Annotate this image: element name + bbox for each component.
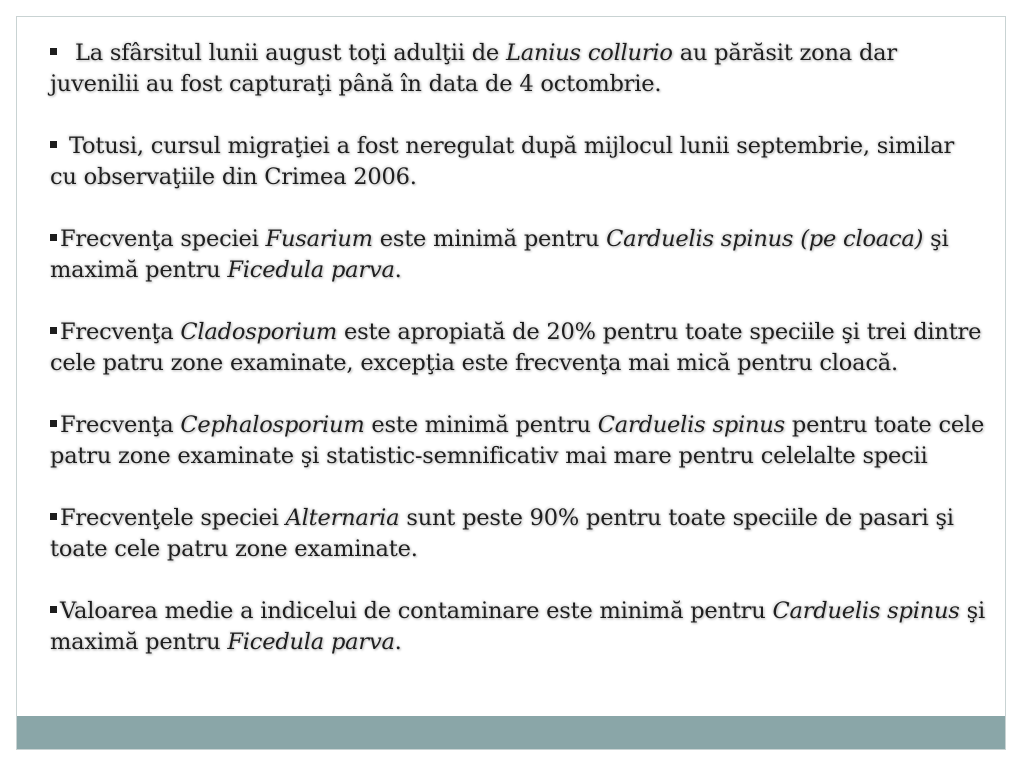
square-bullet-icon [50,606,57,613]
bullet-item: Frecvenţa Cladosporium este apropiată de 20% pentru toate speciile şi trei dintre cele patru zone examinate, excepţia este frecvenţa mai mică pentru cloacă. [50,319,982,376]
bullet-item: Frecvenţele speciei Alternaria sunt peste 90% pentru toate speciile de pasari şi toate cele patru zone examinate. [50,505,954,562]
square-bullet-icon [50,141,57,148]
bullet-item: Totusi, cursul migraţiei a fost neregulat după mijlocul lunii septembrie, similar cu observaţiile din Crimea 2006. [50,133,955,190]
square-bullet-icon [50,513,57,520]
square-bullet-icon [50,234,57,241]
bullet-item: La sfârsitul lunii august toţi adulţii de Lanius collurio au părăsit zona dar juvenilii au fost capturaţi până în data de 4 octombrie. [50,40,897,97]
square-bullet-icon [50,327,57,334]
square-bullet-icon [50,420,57,427]
footer-band [17,716,1005,749]
square-bullet-icon [50,48,57,55]
bullet-list [50,38,985,658]
bullet-item: Valoarea medie a indicelui de contaminare este minimă pentru Carduelis spinus şi maximă pentru Ficedula parva. [50,598,985,655]
bullet-item: Frecvenţa speciei Fusarium este minimă pentru Carduelis spinus (pe cloaca) şi maximă pentru Ficedula parva. [50,226,949,283]
bullet-item: Frecvenţa Cephalosporium este minimă pentru Carduelis spinus pentru toate cele patru zone examinate şi statistic-semnificativ mai mare pentru celelalte specii [50,412,985,469]
